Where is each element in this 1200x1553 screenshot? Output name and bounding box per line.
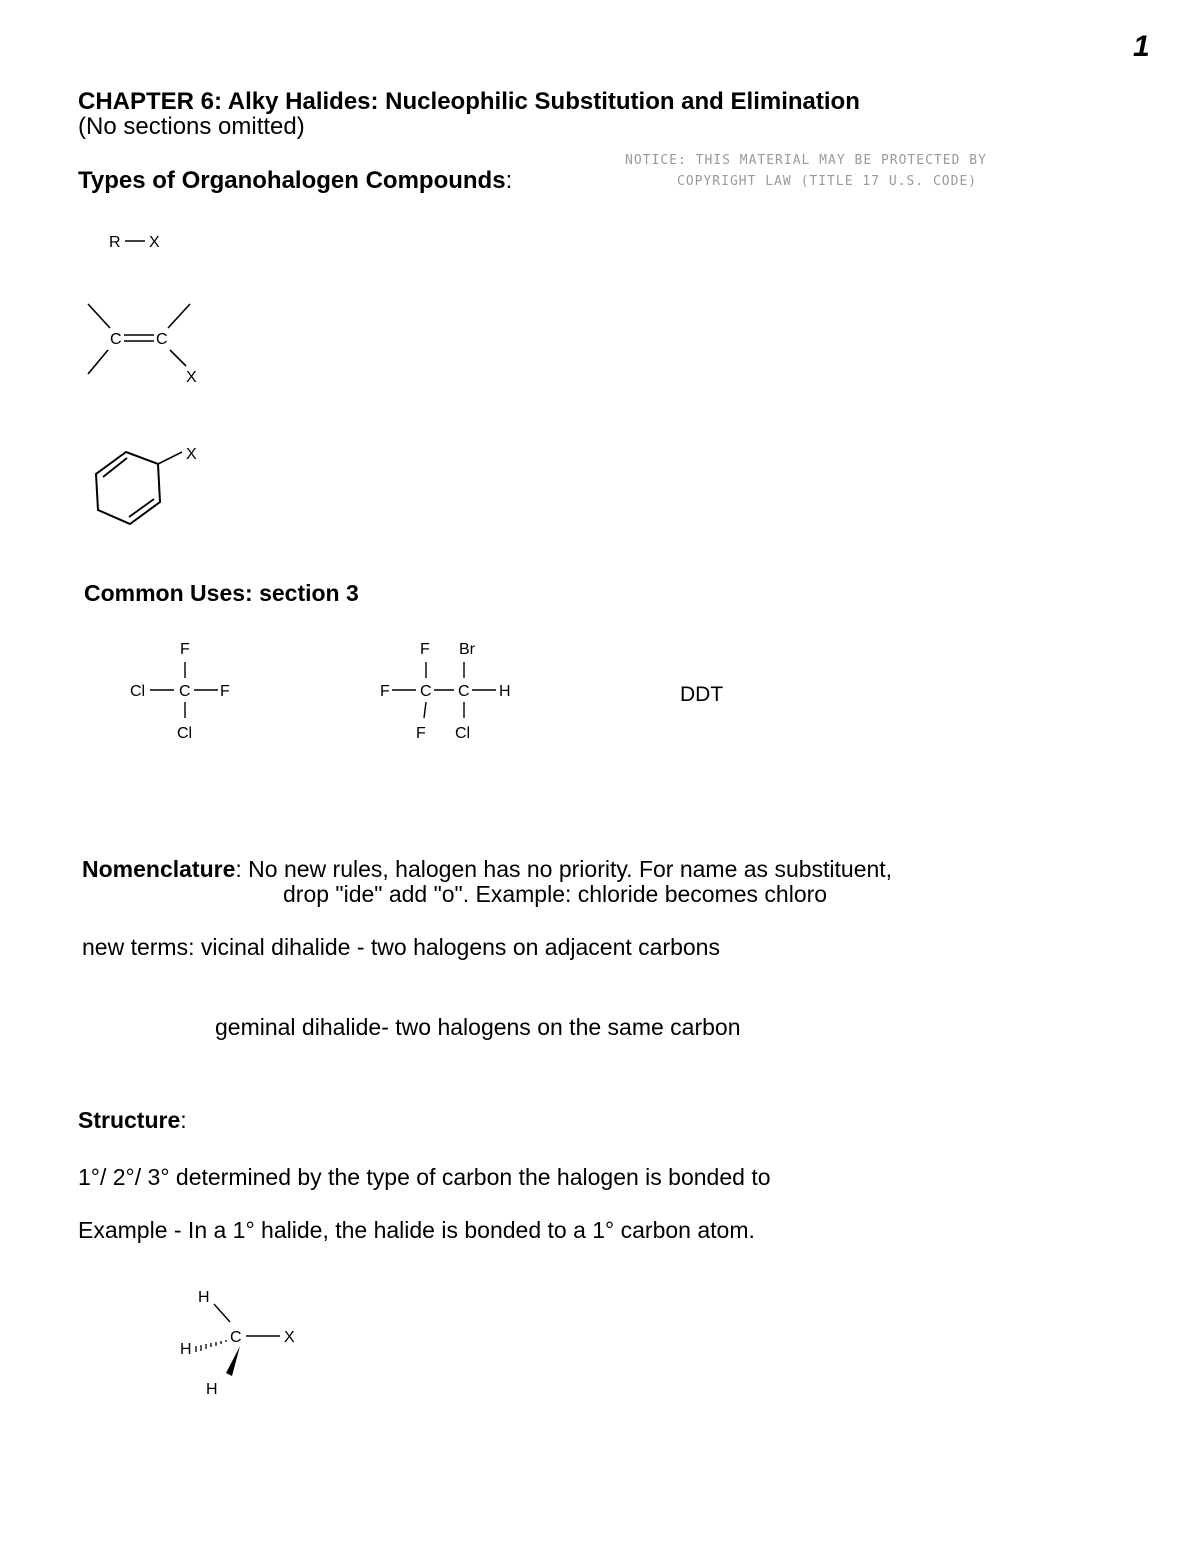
vinyl-c1-label: C bbox=[110, 331, 122, 348]
structure-heading bbox=[78, 1107, 187, 1134]
uses-heading: Common Uses: section 3 bbox=[84, 580, 359, 606]
halothane-left-f: F bbox=[380, 683, 390, 700]
halothane-right-h: H bbox=[499, 683, 511, 700]
aryl-x-label: X bbox=[186, 446, 197, 463]
types-heading-text: Types of Organohalogen Compounds bbox=[78, 167, 506, 194]
stamp-line-2: COPYRIGHT LAW (TITLE 17 U.S. CODE) bbox=[677, 174, 978, 189]
freon-bottom-cl: Cl bbox=[177, 725, 193, 742]
halothane-c1: C bbox=[420, 683, 432, 700]
nomenclature-line-1 bbox=[82, 856, 892, 883]
freon-structure bbox=[128, 638, 258, 748]
copyright-stamp bbox=[625, 150, 1075, 192]
halothane-c2: C bbox=[458, 683, 470, 700]
chapter-title: CHAPTER 6: Alky Halides: Nucleophilic Substitution and Elimination bbox=[78, 88, 860, 115]
halothane-bottom-cl: Cl bbox=[455, 725, 471, 742]
types-heading bbox=[78, 167, 512, 195]
halothane-structure bbox=[378, 638, 538, 748]
nomenclature-text-1: : No new rules, halogen has no priority. For name as substituent, bbox=[235, 856, 893, 882]
vinyl-halide-structure bbox=[80, 298, 220, 398]
alkyl-r-label: R bbox=[109, 234, 121, 251]
methyl-h-left: H bbox=[180, 1341, 192, 1358]
types-heading-colon: : bbox=[505, 167, 513, 194]
page-number: 1 bbox=[1133, 30, 1150, 63]
structure-heading-colon: : bbox=[180, 1107, 187, 1133]
vinyl-c2-label: C bbox=[156, 331, 168, 348]
stamp-line-1: NOTICE: THIS MATERIAL MAY BE PROTECTED BY bbox=[625, 153, 987, 168]
alkyl-halide-structure bbox=[105, 228, 185, 258]
structure-line-1: 1°/ 2°/ 3° determined by the type of carbon the halogen is bonded to bbox=[78, 1164, 771, 1190]
methyl-halide-structure bbox=[176, 1284, 326, 1404]
vinyl-x-label: X bbox=[186, 369, 197, 386]
chapter-subtitle: (No sections omitted) bbox=[78, 113, 305, 140]
alkyl-x-label: X bbox=[149, 234, 160, 251]
methyl-x: X bbox=[284, 1329, 295, 1346]
halothane-top-br: Br bbox=[459, 641, 475, 658]
freon-left-cl: Cl bbox=[130, 683, 146, 700]
halothane-bottom-f: F bbox=[416, 725, 426, 742]
nomenclature-line-2: drop "ide" add "o". Example: chloride becomes chloro bbox=[283, 881, 828, 907]
freon-top-f: F bbox=[180, 641, 190, 658]
nomenclature-label: Nomenclature bbox=[82, 856, 236, 882]
aryl-halide-structure bbox=[92, 442, 222, 532]
freon-right-f: F bbox=[220, 683, 230, 700]
new-terms-geminal: geminal dihalide- two halogens on the same carbon bbox=[215, 1014, 741, 1040]
structure-heading-text: Structure bbox=[78, 1107, 181, 1133]
ddt-label: DDT bbox=[680, 683, 724, 706]
methyl-h-top: H bbox=[198, 1289, 210, 1306]
new-terms-vicinal: new terms: vicinal dihalide - two halogens on adjacent carbons bbox=[82, 934, 720, 960]
methyl-h-bottom: H bbox=[206, 1381, 218, 1398]
structure-line-2: Example - In a 1° halide, the halide is bonded to a 1° carbon atom. bbox=[78, 1217, 755, 1243]
freon-center-c: C bbox=[179, 683, 191, 700]
methyl-c: C bbox=[230, 1329, 242, 1346]
halothane-top-f: F bbox=[420, 641, 430, 658]
